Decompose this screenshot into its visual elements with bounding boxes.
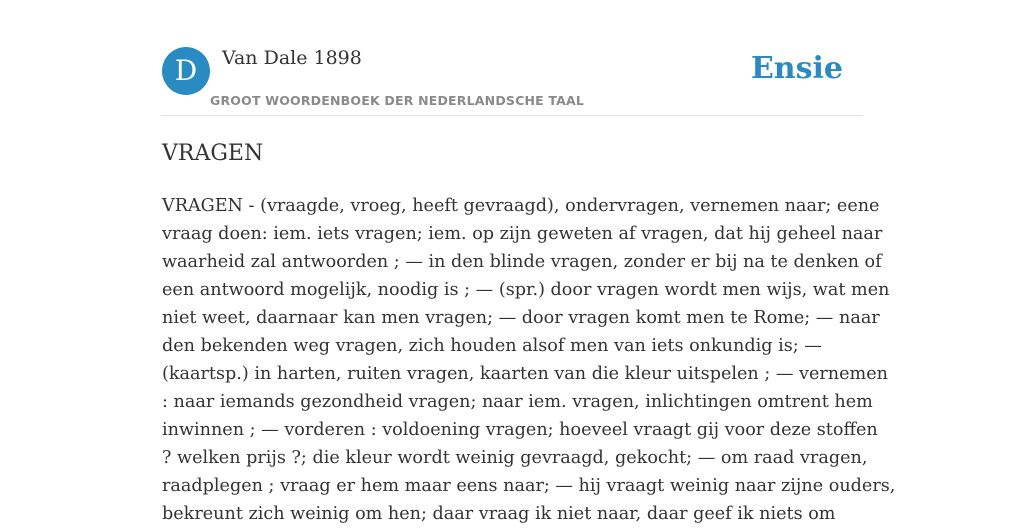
definition-line: vraag doen: iem. iets vragen; iem. op zijn geweten af vragen, dat hij geheel naar [162,224,883,244]
entry-definition [162,192,896,528]
entry-headword: VRAGEN [162,141,264,166]
dictionary-header [162,46,862,116]
definition-line: niet weet, daarnaar kan men vragen; — door vragen komt men te Rome; — naar [162,308,880,328]
definition-line: VRAGEN - (vraagde, vroeg, heeft gevraagd), ondervragen, vernemen naar; eene [162,196,880,216]
definition-line: den bekenden weg vragen, zich houden alsof men van iets onkundig is; — [162,336,822,356]
definition-line: waarheid zal antwoorden ; — in den blinde vragen, zonder er bij na te denken of [162,252,882,272]
definition-line: : naar iemands gezondheid vragen; naar iem. vragen, inlichtingen omtrent hem [162,392,873,412]
dictionary-subtitle: GROOT WOORDENBOEK DER NEDERLANDSCHE TAAL [210,93,585,108]
ensie-logo[interactable]: Ensie [750,51,843,86]
definition-line: (kaartsp.) in harten, ruiten vragen, kaarten van die kleur uitspelen ; — vernemen [162,364,888,384]
definition-line: bekreunt zich weinig om hen; daar vraag ik niet naar, daar geef ik niets om [162,504,836,524]
definition-line: inwinnen ; — vorderen : voldoening vragen; hoeveel vraagt gij voor deze stoffen [162,420,878,440]
definition-line: ? welken prijs ?; die kleur wordt weinig gevraagd, gekocht; — om raad vragen, [162,448,868,468]
definition-line: een antwoord mogelijk, noodig is ; — (spr.) door vragen wordt men wijs, wat men [162,280,890,300]
definition-line: raadplegen ; vraag er hem maar eens naar; — hij vraagt weinig naar zijne ouders, [162,476,896,496]
dictionary-title[interactable]: Van Dale 1898 [222,47,362,69]
dictionary-avatar[interactable]: D [162,47,210,95]
header-divider [162,115,862,116]
